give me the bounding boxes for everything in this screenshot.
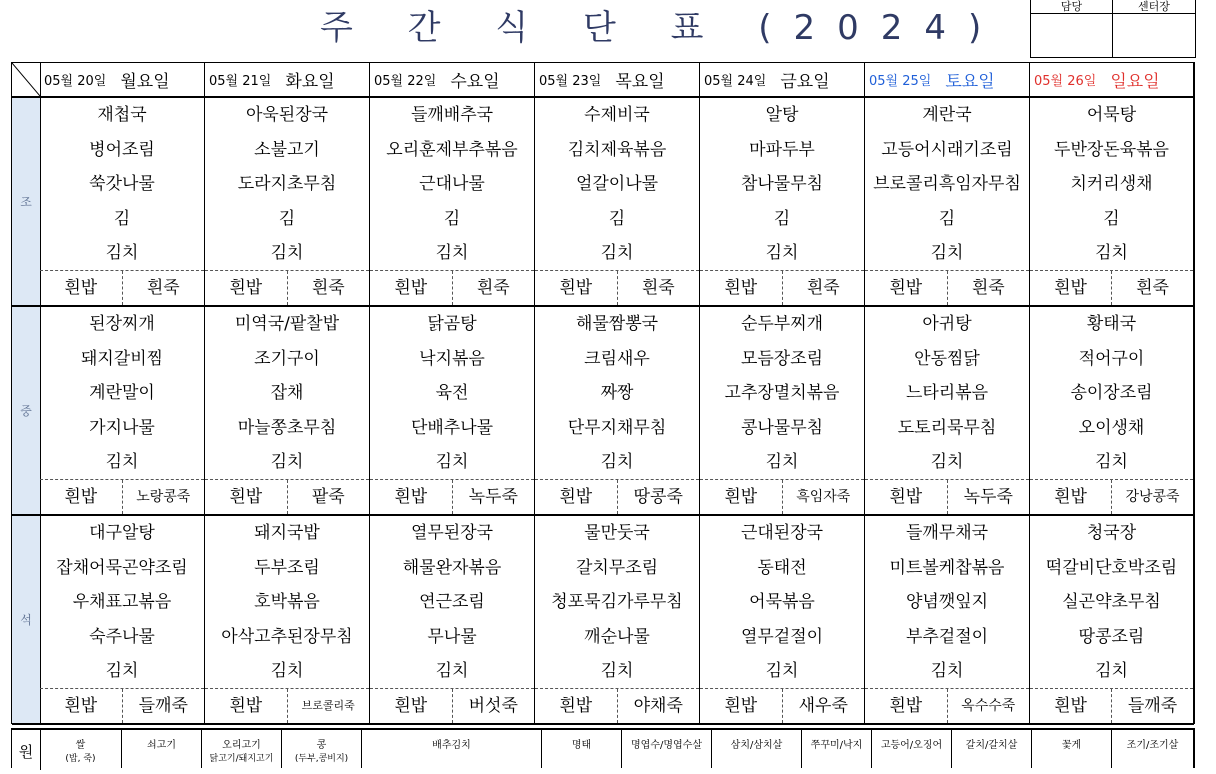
rice-item: 흰밥 xyxy=(205,271,288,305)
origin-item: 꽃게 xyxy=(1061,740,1082,751)
staple-row xyxy=(1030,479,1193,514)
porridge-item: 흰죽 xyxy=(1136,278,1169,298)
menu-cell xyxy=(865,98,1030,305)
day-header-5 xyxy=(865,63,1030,96)
origin-col-5 xyxy=(542,730,622,768)
dish-item: 김치 xyxy=(930,243,964,263)
menu-cell xyxy=(535,307,700,514)
day-name: 일요일 xyxy=(1110,72,1160,92)
day-date: 05월 20일 xyxy=(44,74,107,89)
porridge-item: 새우죽 xyxy=(798,696,848,716)
weekly-menu-table xyxy=(11,62,1195,724)
day-date: 05월 23일 xyxy=(539,74,602,89)
porridge-item: 버섯죽 xyxy=(468,696,518,716)
dish-item: 김치제육볶음 xyxy=(567,139,667,160)
dish-item: 청포묵김가루무침 xyxy=(551,592,683,612)
rice-item: 흰밥 xyxy=(535,480,618,514)
origin-col-10 xyxy=(952,730,1032,768)
porridge-item: 녹두죽 xyxy=(963,487,1013,507)
staple-row xyxy=(205,479,369,514)
dish-item: 열무된장국 xyxy=(410,523,494,543)
dish-item: 마늘쫑초무침 xyxy=(237,417,337,438)
approval-head-cell xyxy=(1113,14,1195,57)
dish-item: 황태국 xyxy=(1086,314,1137,334)
porridge-item: 들깨죽 xyxy=(138,696,188,716)
corner-cell xyxy=(12,63,41,96)
porridge-item: 흰죽 xyxy=(146,278,180,298)
rice-item: 흰밥 xyxy=(700,689,783,723)
dish-item: 닭곰탕 xyxy=(427,314,477,334)
dish-item: 어묵탕 xyxy=(1086,105,1137,125)
day-header-1 xyxy=(205,63,370,96)
origin-col-6 xyxy=(622,730,712,768)
dish-item: 소불고기 xyxy=(254,139,320,160)
origin-col-9 xyxy=(872,730,952,768)
dish-item: 조기구이 xyxy=(254,348,320,369)
dish-item: 김치 xyxy=(435,661,469,681)
dish-item: 짜짱 xyxy=(600,383,634,403)
day-header-2 xyxy=(370,63,535,96)
day-header-6 xyxy=(1030,63,1194,96)
origin-item: 배추김치 xyxy=(432,740,471,751)
staple-row xyxy=(205,688,369,723)
origin-col-12 xyxy=(1112,730,1194,768)
menu-cell xyxy=(205,516,370,723)
origin-col-4 xyxy=(362,730,542,768)
dish-item: 병어조림 xyxy=(89,139,155,160)
dish-item: 도라지초무침 xyxy=(237,174,337,194)
dish-item: 떡갈비단호박조림 xyxy=(1045,557,1178,578)
meal-label: 중 xyxy=(12,307,41,514)
dish-item: 김 xyxy=(1103,208,1120,229)
dish-item: 해물완자볶음 xyxy=(402,557,502,578)
origin-item: 명태 xyxy=(571,740,592,751)
porridge-item: 들깨죽 xyxy=(1127,696,1178,716)
dish-item: 갈치무조림 xyxy=(575,557,659,578)
dish-item: 도토리묵무침 xyxy=(897,417,997,438)
dish-item: 돼지갈비찜 xyxy=(80,348,164,369)
dish-item: 실곤약초무침 xyxy=(1062,592,1161,612)
rice-item: 흰밥 xyxy=(865,689,948,723)
day-header-3 xyxy=(535,63,700,96)
day-name: 목요일 xyxy=(615,72,665,92)
meal-row-2 xyxy=(12,516,1194,725)
origin-item: 쇠고기 xyxy=(147,740,176,751)
dish-item: 김치 xyxy=(765,452,799,472)
rice-item: 흰밥 xyxy=(40,271,123,305)
dish-item: 김치 xyxy=(765,661,799,681)
dish-item: 김 xyxy=(443,208,461,229)
menu-cell xyxy=(700,307,865,514)
rice-item: 흰밥 xyxy=(40,480,123,514)
dish-item: 물만둣국 xyxy=(584,523,650,543)
dish-item: 김치 xyxy=(930,452,964,472)
meal-row-1 xyxy=(12,307,1194,516)
dish-item: 아욱된장국 xyxy=(245,105,329,125)
origin-item: 쌀 xyxy=(75,740,86,751)
dish-item: 오리훈제부추볶음 xyxy=(386,139,518,160)
dish-item: 치커리생채 xyxy=(1070,174,1153,194)
menu-cell xyxy=(1030,98,1194,305)
dish-item: 재첩국 xyxy=(97,105,147,125)
menu-cell xyxy=(1030,307,1194,514)
origin-subitem: (두부,콩비지) xyxy=(294,754,349,764)
staple-row xyxy=(1030,270,1193,305)
dish-item: 김치 xyxy=(105,661,139,681)
rice-item: 흰밥 xyxy=(205,480,288,514)
dish-item: 김치 xyxy=(600,452,634,472)
rice-item: 흰밥 xyxy=(1030,480,1112,514)
approval-manager-cell xyxy=(1031,14,1113,57)
rice-item: 흰밥 xyxy=(370,480,453,514)
dish-item: 콩나물무침 xyxy=(740,417,824,438)
staple-row xyxy=(370,270,534,305)
meal-row-0 xyxy=(12,98,1194,307)
dish-item: 김치 xyxy=(435,452,469,472)
staple-row xyxy=(40,479,204,514)
dish-item: 대구알탕 xyxy=(89,523,155,543)
rice-item: 흰밥 xyxy=(700,480,783,514)
dish-item: 모듬장조림 xyxy=(740,348,824,369)
day-date: 05월 24일 xyxy=(704,74,767,89)
porridge-item: 땅콩죽 xyxy=(633,487,683,507)
origin-col-8 xyxy=(802,730,872,768)
dish-item: 오이생채 xyxy=(1078,417,1145,438)
origin-col-2 xyxy=(202,730,282,768)
menu-cell xyxy=(1030,516,1194,723)
menu-cell xyxy=(535,516,700,723)
dish-item: 크림새우 xyxy=(584,348,650,369)
dish-item: 육전 xyxy=(435,383,469,403)
porridge-item: 노랑콩죽 xyxy=(136,489,191,505)
dish-item: 마파두부 xyxy=(749,139,815,160)
origin-item: 삼치/삼치살 xyxy=(730,740,783,751)
dish-item: 계란말이 xyxy=(89,383,155,403)
origin-label: 원 xyxy=(12,730,41,770)
dish-item: 김치 xyxy=(765,243,799,263)
dish-item: 미역국/팥찰밥 xyxy=(234,314,340,334)
staple-row xyxy=(205,270,369,305)
dish-item: 적어구이 xyxy=(1078,348,1145,369)
page-title: 주 간 식 단 표 (2024) xyxy=(320,8,1004,48)
origin-item: 조기/조기살 xyxy=(1126,740,1179,751)
origin-subitem: 닭고기/돼지고기 xyxy=(209,754,274,764)
dish-item: 송이장조림 xyxy=(1070,383,1153,403)
rice-item: 흰밥 xyxy=(40,689,123,723)
dish-item: 고추장멸치볶음 xyxy=(724,383,840,403)
rice-item: 흰밥 xyxy=(535,271,618,305)
dish-item: 해물짬뽕국 xyxy=(575,314,659,334)
dish-item: 우채표고볶음 xyxy=(72,592,172,612)
staple-row xyxy=(700,479,864,514)
dish-item: 김치 xyxy=(600,661,634,681)
meal-label: 석 xyxy=(12,516,41,723)
rice-item: 흰밥 xyxy=(865,271,948,305)
dish-item: 연근조림 xyxy=(419,592,485,612)
dish-item: 김 xyxy=(608,208,626,229)
dish-item: 아삭고추된장무침 xyxy=(221,626,353,647)
origin-col-7 xyxy=(712,730,802,768)
day-name: 금요일 xyxy=(780,72,830,92)
day-name: 월요일 xyxy=(120,72,170,92)
staple-row xyxy=(865,270,1029,305)
dish-item: 근대된장국 xyxy=(740,523,824,543)
origin-item: 콩 xyxy=(316,740,327,751)
dish-item: 깨순나물 xyxy=(584,626,650,647)
day-date: 05월 26일 xyxy=(1034,74,1097,89)
staple-row xyxy=(535,479,699,514)
dish-item: 수제비국 xyxy=(584,105,650,125)
dish-item: 김치 xyxy=(435,243,469,263)
dish-item: 잡채 xyxy=(270,383,304,403)
dish-item: 얼갈이나물 xyxy=(575,174,659,194)
dish-item: 김치 xyxy=(1095,452,1128,472)
dish-item: 김 xyxy=(278,208,296,229)
approval-manager-label: 담당 xyxy=(1031,0,1113,14)
dish-item: 아귀탕 xyxy=(922,314,972,334)
staple-row xyxy=(40,688,204,723)
menu-cell xyxy=(40,516,205,723)
menu-cell xyxy=(370,307,535,514)
origin-subitem: (밥, 죽) xyxy=(65,754,96,764)
porridge-item: 흑임자죽 xyxy=(796,489,851,505)
dish-item: 무나물 xyxy=(427,626,477,647)
porridge-item: 흰죽 xyxy=(641,278,675,298)
rice-item: 흰밥 xyxy=(1030,689,1112,723)
day-date: 05월 22일 xyxy=(374,74,437,89)
rice-item: 흰밥 xyxy=(1030,271,1112,305)
dish-item: 근대나물 xyxy=(419,174,485,194)
porridge-item: 팥죽 xyxy=(311,487,345,507)
porridge-item: 흰죽 xyxy=(806,278,840,298)
origin-col-11 xyxy=(1032,730,1112,768)
menu-cell xyxy=(865,516,1030,723)
day-header-0 xyxy=(40,63,205,96)
dish-item: 호박볶음 xyxy=(254,592,320,612)
dish-item: 된장찌개 xyxy=(89,314,155,334)
dish-item: 청국장 xyxy=(1086,523,1137,543)
dish-item: 김치 xyxy=(1095,661,1128,681)
menu-cell xyxy=(865,307,1030,514)
dish-item: 낙지볶음 xyxy=(419,348,485,369)
rice-item: 흰밥 xyxy=(370,689,453,723)
dish-item: 돼지국밥 xyxy=(254,523,320,543)
porridge-item: 녹두죽 xyxy=(468,487,518,507)
menu-cell xyxy=(40,98,205,305)
dish-item: 숙주나물 xyxy=(89,626,155,647)
day-name: 수요일 xyxy=(450,72,500,92)
dish-item: 땅콩조림 xyxy=(1078,626,1145,647)
porridge-item: 흰죽 xyxy=(971,278,1005,298)
dish-item: 김치 xyxy=(600,243,634,263)
approval-box xyxy=(1030,0,1196,58)
dish-item: 알탕 xyxy=(765,105,799,125)
dish-item: 안동찜닭 xyxy=(914,348,980,369)
origin-col-0 xyxy=(40,730,122,768)
dish-item: 김치 xyxy=(1095,243,1128,263)
dish-item: 단배추나물 xyxy=(410,417,494,438)
dish-item: 김 xyxy=(773,208,791,229)
dish-item: 두부조림 xyxy=(254,557,320,578)
dish-item: 김 xyxy=(938,208,956,229)
dish-item: 미트볼케찹볶음 xyxy=(889,557,1005,578)
menu-cell xyxy=(370,98,535,305)
origin-item: 오리고기 xyxy=(222,740,261,751)
dish-item: 들깨무채국 xyxy=(905,523,989,543)
menu-cell xyxy=(700,98,865,305)
staple-row xyxy=(370,688,534,723)
day-name: 토요일 xyxy=(945,72,995,92)
menu-cell xyxy=(40,307,205,514)
dish-item: 양념깻잎지 xyxy=(905,592,989,612)
origin-table xyxy=(11,728,1195,768)
dish-item: 동태전 xyxy=(757,557,807,578)
menu-cell xyxy=(205,98,370,305)
rice-item: 흰밥 xyxy=(865,480,948,514)
dish-item: 느타리볶음 xyxy=(905,383,989,403)
day-header-row xyxy=(12,63,1194,98)
staple-row xyxy=(865,479,1029,514)
porridge-item: 야채죽 xyxy=(633,696,683,716)
rice-item: 흰밥 xyxy=(370,271,453,305)
origin-item: 쭈꾸미/낙지 xyxy=(810,740,863,751)
staple-row xyxy=(40,270,204,305)
day-name: 화요일 xyxy=(285,72,335,92)
meal-label: 조 xyxy=(12,98,41,305)
porridge-item: 강낭콩죽 xyxy=(1125,489,1180,505)
dish-item: 어묵볶음 xyxy=(749,592,815,612)
dish-item: 쑥갓나물 xyxy=(89,174,155,194)
origin-item: 명엽수/명엽수살 xyxy=(631,740,702,751)
rice-item: 흰밥 xyxy=(205,689,288,723)
dish-item: 열무겉절이 xyxy=(740,626,824,647)
staple-row xyxy=(1030,688,1193,723)
dish-item: 김치 xyxy=(270,452,304,472)
origin-col-1 xyxy=(122,730,202,768)
staple-row xyxy=(535,688,699,723)
staple-row xyxy=(700,270,864,305)
origin-col-3 xyxy=(282,730,362,768)
dish-item: 두반장돈육볶음 xyxy=(1054,139,1169,160)
staple-row xyxy=(370,479,534,514)
origin-item: 갈치/갈치살 xyxy=(965,740,1018,751)
menu-cell xyxy=(700,516,865,723)
staple-row xyxy=(700,688,864,723)
dish-item: 김치 xyxy=(930,661,964,681)
porridge-item: 흰죽 xyxy=(476,278,510,298)
dish-item: 계란국 xyxy=(922,105,972,125)
dish-item: 순두부찌개 xyxy=(740,314,824,334)
dish-item: 가지나물 xyxy=(89,417,155,438)
dish-item: 참나물무침 xyxy=(740,174,824,194)
menu-cell xyxy=(535,98,700,305)
menu-cell xyxy=(370,516,535,723)
rice-item: 흰밥 xyxy=(535,689,618,723)
dish-item: 들깨배추국 xyxy=(410,105,494,125)
dish-item: 단무지채무침 xyxy=(567,417,667,438)
dish-item: 브로콜리흑임자무침 xyxy=(873,174,1021,194)
day-date: 05월 21일 xyxy=(209,74,272,89)
staple-row xyxy=(535,270,699,305)
dish-item: 김치 xyxy=(270,243,304,263)
dish-item: 김치 xyxy=(105,452,139,472)
porridge-item: 브로콜리죽 xyxy=(301,699,355,712)
dish-item: 김치 xyxy=(105,243,139,263)
dish-item: 고등어시래기조림 xyxy=(881,139,1013,160)
rice-item: 흰밥 xyxy=(700,271,783,305)
staple-row xyxy=(865,688,1029,723)
dish-item: 잡채어묵곤약조림 xyxy=(56,557,188,578)
approval-head-label: 센터장 xyxy=(1113,0,1195,14)
porridge-item: 흰죽 xyxy=(311,278,345,298)
porridge-item: 옥수수죽 xyxy=(961,698,1016,714)
dish-item: 부추겉절이 xyxy=(905,626,989,647)
origin-item: 고등어/오징어 xyxy=(880,740,943,751)
menu-cell xyxy=(205,307,370,514)
day-header-4 xyxy=(700,63,865,96)
dish-item: 김 xyxy=(113,208,131,229)
dish-item: 김치 xyxy=(270,661,304,681)
day-date: 05월 25일 xyxy=(869,74,932,89)
